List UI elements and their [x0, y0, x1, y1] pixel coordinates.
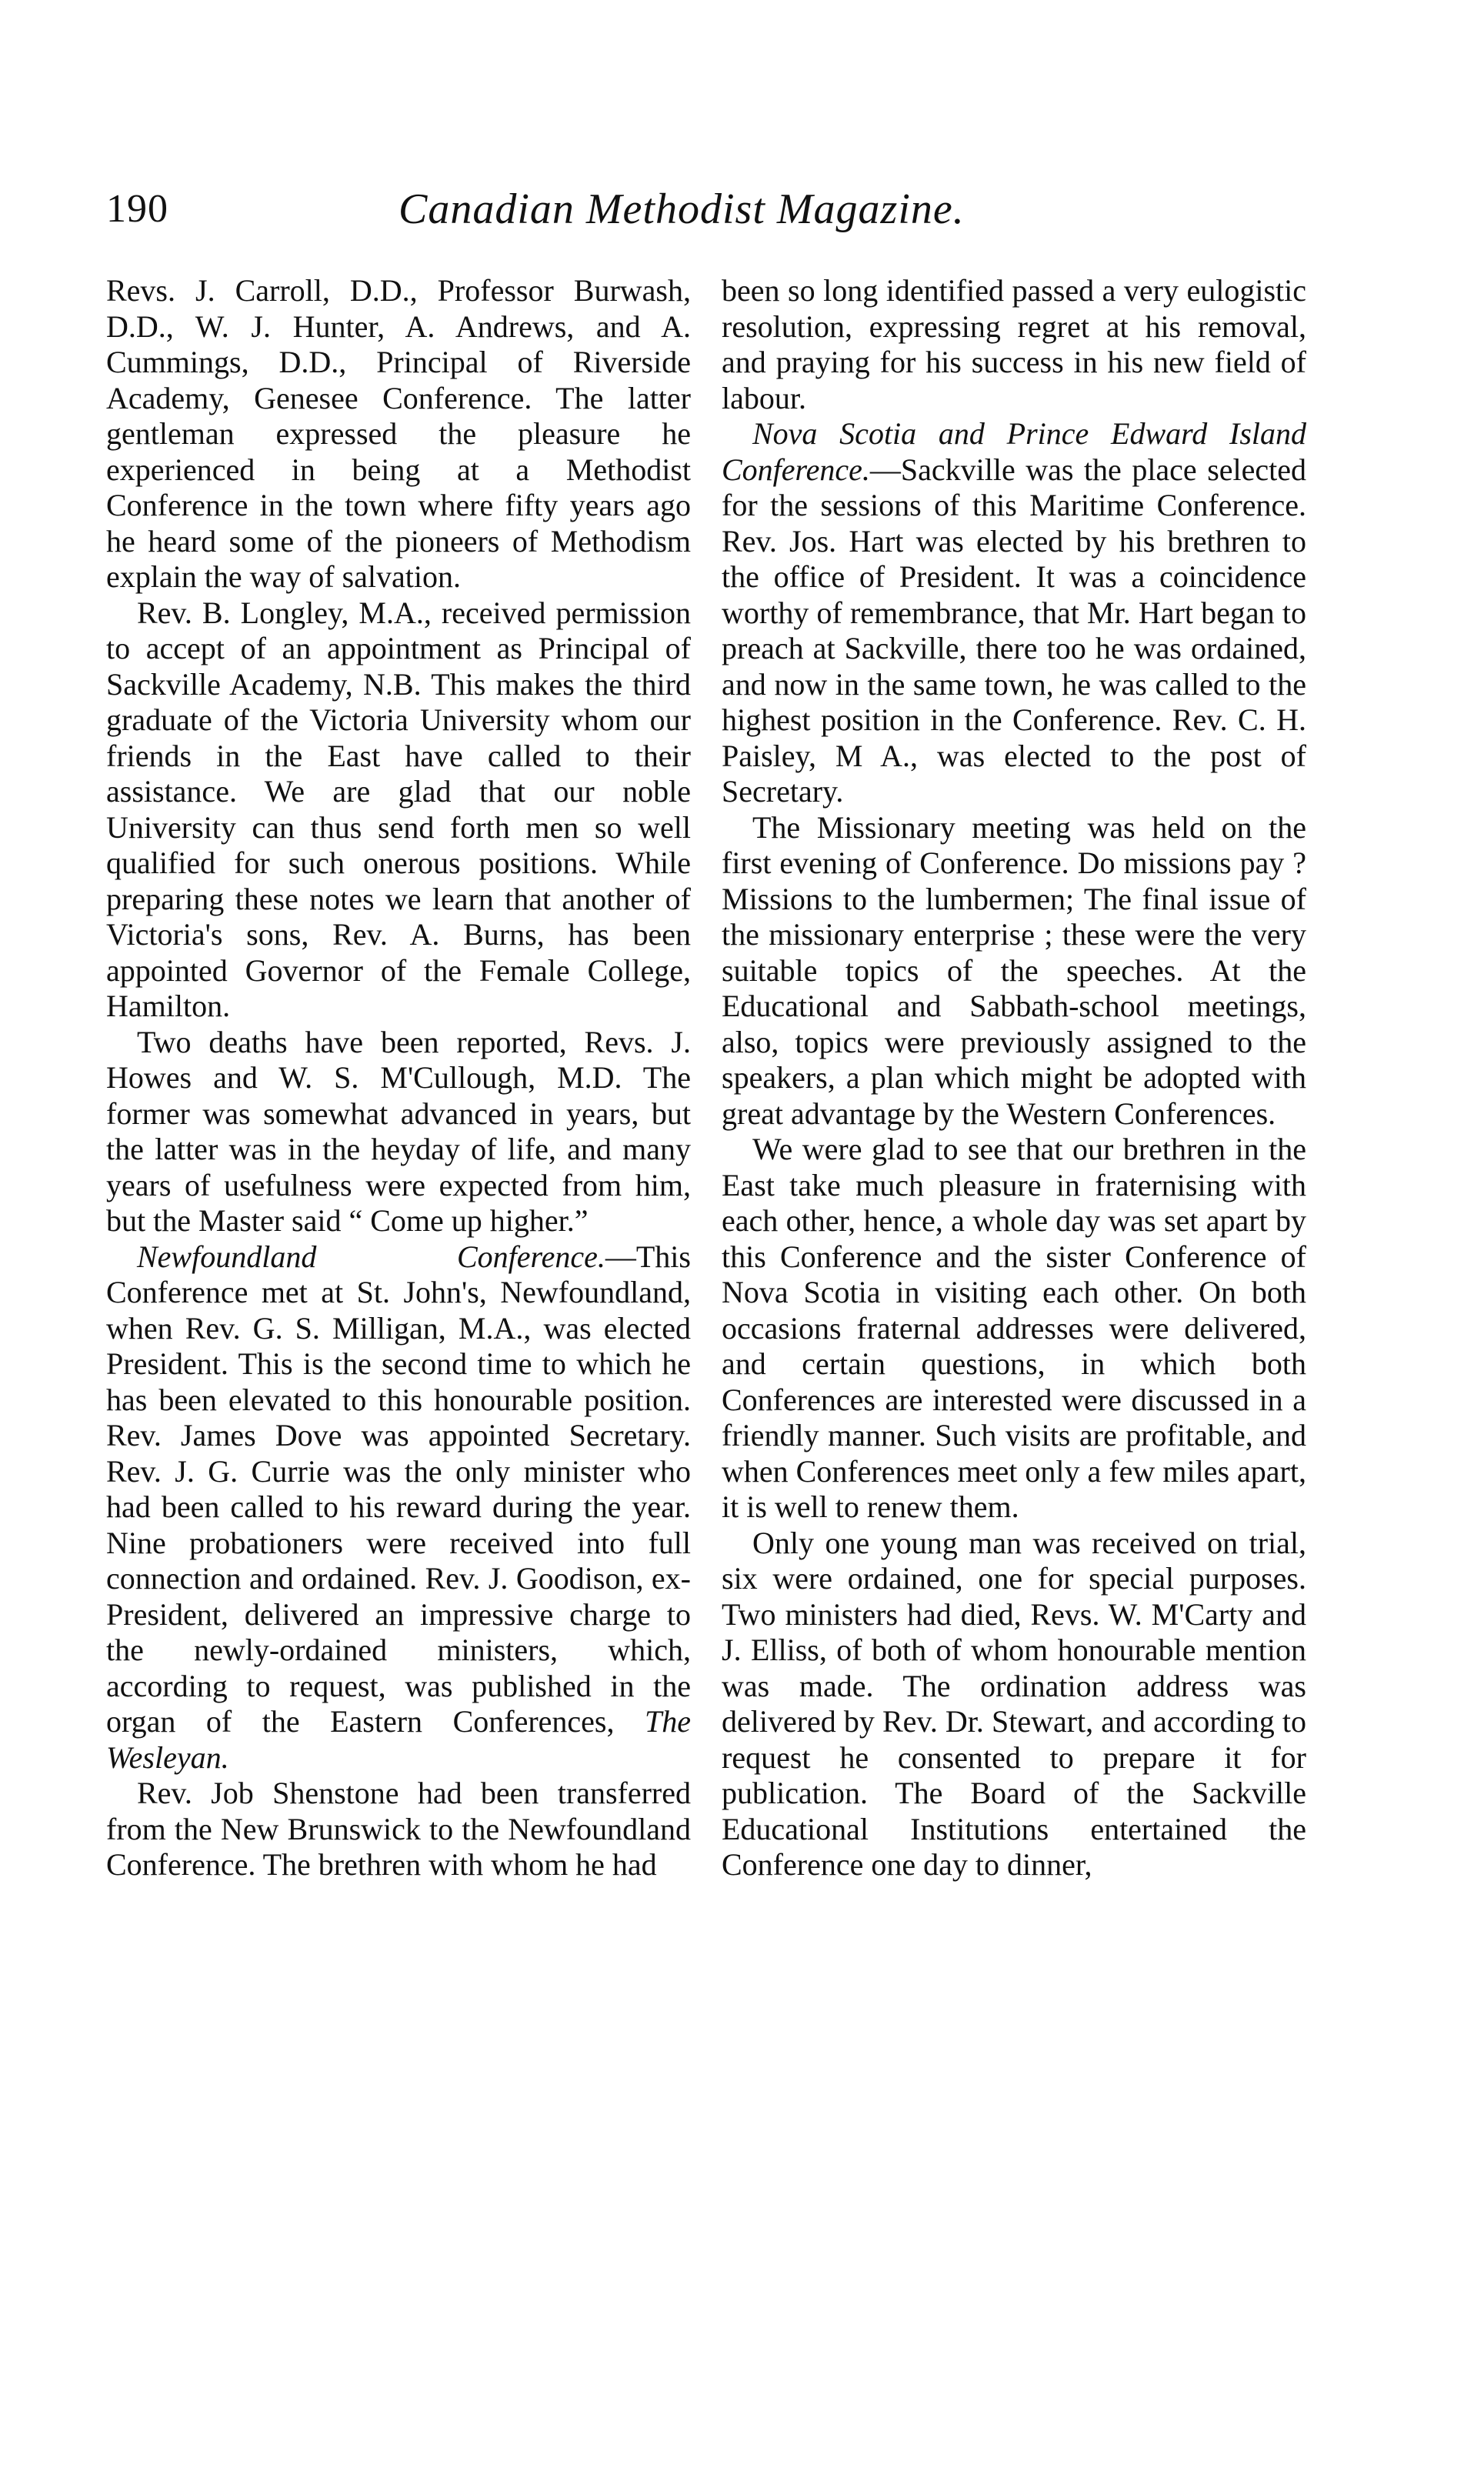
page-number: 190 — [106, 187, 168, 231]
section-heading-newfoundland: Newfoundland Conference. — [137, 1239, 605, 1274]
newfoundland-body: —This Conference met at St. John's, Newfoundland, when Rev. G. S. Milligan, M.A., was elected President. This is the second time to which he has been elevated to this honourable position. Rev. James Dove was appointed Secretary. Rev. J. G. Currie was the only minister who had been called to his reward during the year. Nine probationers were received into full connection and ordained. Rev. J. Goodison, ex-President, delivered an impressive charge to the newly-ordained ministers, which, according to request, was published in the organ of the Eastern Conferences, — [106, 1239, 691, 1739]
paragraph-visitors: Revs. J. Carroll, D.D., Professor Burwash, D.D., W. J. Hunter, A. Andrews, and A. Cummings, D.D., Principal of Riverside Academy, Genesee Conference. The latter gentleman expressed the pleasure he experienced in being at a Methodist Conference in the town where fifty years ago he heard some of the pioneers of Methodism explain the way of salvation. — [106, 273, 691, 594]
paragraph-resolution: been so long identified passed a very eulogistic resolution, expressing regret at his removal, and praying for his success in his new field of labour. — [722, 273, 1306, 415]
right-column — [722, 273, 1306, 1883]
left-column — [106, 273, 691, 1883]
paragraph-nova-scotia — [722, 416, 1306, 810]
paragraph-shenstone: Rev. Job Shenstone had been transferred from the New Brunswick to the Newfoundland Conference. The brethren with whom he had — [106, 1776, 691, 1882]
paragraph-deaths: Two deaths have been reported, Revs. J. Howes and W. S. M'Cullough, M.D. The former was somewhat advanced in years, but the latter was in the heyday of life, and many years of usefulness were expected from him, but the Master said “ Come up higher.” — [106, 1024, 691, 1238]
section-heading-nova-scotia: Nova Scotia and Prince Edward Island Conference. — [722, 416, 1306, 487]
paragraph-longley: Rev. B. Longley, M.A., received permission to accept of an appointment as Principal of Sackville Academy, N.B. This makes the third graduate of the Victoria University whom our friends in the East have called to their assistance. We are glad that our noble University can thus send forth men so well qualified for such onerous positions. While preparing these notes we learn that another of Victoria's sons, Rev. A. Burns, has been appointed Governor of the Female College, Hamilton. — [106, 595, 691, 1023]
running-title: Canadian Methodist Magazine. — [399, 185, 965, 233]
paragraph-newfoundland — [106, 1239, 691, 1776]
nova-scotia-body: —Sackville was the place selected for the sessions of this Maritime Conference. Rev. Jos. Hart was elected by his brethren to the office of President. It was a coincidence worthy of remembrance, that Mr. Hart began to preach at Sackville, there too he was ordained, and now in the same town, he was called to the highest position in the Conference. Rev. C. H. Paisley, M A., was elected to the post of Secretary. — [722, 452, 1306, 809]
paragraph-fraternising: We were glad to see that our brethren in the East take much pleasure in fraternising with each other, hence, a whole day was set apart by this Conference and the sister Conference of Nova Scotia in visiting each other. On both occasions fraternal addresses were delivered, and certain questions, in which both Conferences are interested were discussed in a friendly manner. Such visits are profitable, and when Conferences meet only a few miles apart, it is well to renew them. — [722, 1132, 1306, 1524]
page-header — [106, 178, 1306, 240]
paragraph-ordination: Only one young man was received on trial, six were ordained, one for special purposes. Two ministers had died, Revs. W. M'Carty and J. Elliss, of both of whom honourable mention was made. The ordination address was delivered by Rev. Dr. Stewart, and according to request he consented to prepare it for publication. The Board of the Sackville Educational Institutions entertained the Conference one day to dinner, — [722, 1525, 1306, 1882]
publication-title: The Wesleyan. — [106, 1704, 692, 1775]
paragraph-missionary: The Missionary meeting was held on the first evening of Conference. Do missions pay ? Missions to the lumbermen; The final issue of the missionary enterprise ; these were the very suitable topics of the speeches. At the Educational and Sabbath-school meetings, also, topics were previously assigned to the speakers, a plan which might be adopted with great advantage by the Western Conferences. — [722, 809, 1306, 1131]
